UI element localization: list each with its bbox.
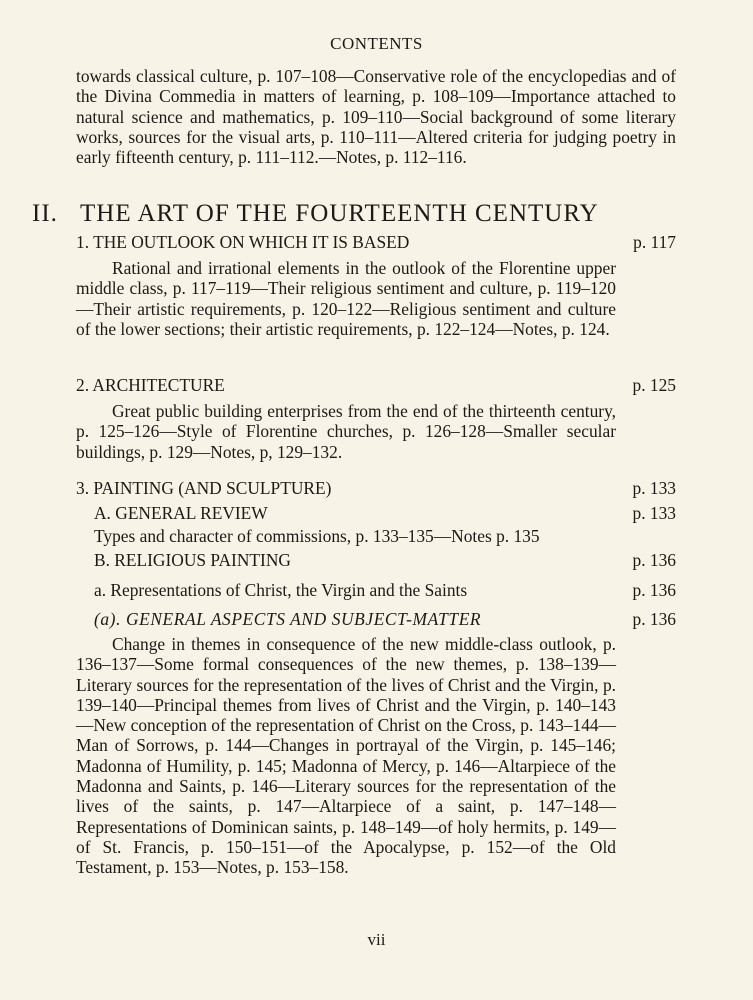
section-3-entry [76, 478, 676, 500]
section-2-entry [76, 375, 676, 397]
part-numeral: II. [32, 200, 58, 227]
page-reference: p. 133 [632, 503, 676, 523]
section-heading: 1. THE OUTLOOK ON WHICH IT IS BASED [76, 232, 410, 252]
subsection-heading: B. RELIGIOUS PAINTING [94, 550, 291, 570]
page-reference: p. 125 [632, 375, 676, 395]
subsection-heading: (a). GENERAL ASPECTS AND SUBJECT-MATTER [94, 609, 482, 629]
section-heading: 2. ARCHITECTURE [76, 375, 225, 395]
page-reference: p. 136 [632, 609, 676, 629]
subsection-heading: a. Representations of Christ, the Virgin and the Saints [94, 580, 468, 600]
subsection-b-entry [94, 550, 676, 572]
subsection-ba1-entry [94, 609, 676, 631]
running-head: CONTENTS [330, 34, 423, 53]
page-reference: p. 136 [632, 550, 676, 570]
subsection-ba-entry [94, 580, 676, 602]
part-title: THE ART OF THE FOURTEENTH CENTURY [80, 200, 599, 227]
section-heading: 3. PAINTING (AND SCULPTURE) [76, 478, 332, 498]
section-1-summary: Rational and irrational elements in the outlook of the Florentine upper middle class, p. 117–119—Their religious sentiment and culture, p. 119–120—Their artistic requirements, p. 120–122—Religious sentiment and culture of the lower sections; their artistic requirements, p. 122–124—Notes, p. 124. [76, 258, 616, 339]
page-reference: p. 133 [632, 478, 676, 498]
page-number: vii [367, 930, 386, 949]
section-1-entry [76, 232, 676, 254]
page-reference: p. 117 [633, 232, 676, 252]
part-heading [32, 200, 722, 228]
subsection-heading: A. GENERAL REVIEW [94, 503, 268, 523]
intro-paragraph: towards classical culture, p. 107–108—Conservative role of the encyclopedias and of the Divina Commedia in matters of learning, p. 108–109—Importance attached to natural science and mathematics, p. 109–110—Social background of some literary works, sources for the visual arts, p. 110–111—Altered criteria for judging poetry in early fifteenth century, p. 111–112.—Notes, p. 112–116. [76, 66, 676, 168]
page-reference: p. 136 [632, 580, 676, 600]
subsection-a-entry [94, 503, 676, 525]
section-3-summary: Change in themes in consequence of the new middle-class outlook, p. 136–137—Some formal consequences of the new themes, p. 138–139—Literary sources for the representation of the lives of Christ and the Virgin, p. 139–140—Principal themes from lives of Christ and the Virgin, p. 140–143—New conception of the representation of Christ on the Cross, p. 143–144—Man of Sorrows, p. 144—Changes in portrayal of the Virgin, p. 145–146; Madonna of Humility, p. 145; Madonna of Mercy, p. 146—Altarpiece of the Madonna and Saints, p. 146—Literary sources for the representation of the lives of the saints, p. 147—Altarpiece of a saint, p. 147–148—Representations of Dominican saints, p. 148–149—of holy hermits, p. 149—of St. Francis, p. 150–151—of the Apocalypse, p. 152—of the Old Testament, p. 153—Notes, p. 153–158. [76, 634, 616, 878]
subsection-a-summary: Types and character of commissions, p. 133–135—Notes p. 135 [94, 526, 540, 546]
section-2-summary: Great public building enterprises from the end of the thirteenth century, p. 125–126—Style of Florentine churches, p. 126–128—Smaller secular buildings, p. 129—Notes, p, 129–132. [76, 401, 616, 462]
